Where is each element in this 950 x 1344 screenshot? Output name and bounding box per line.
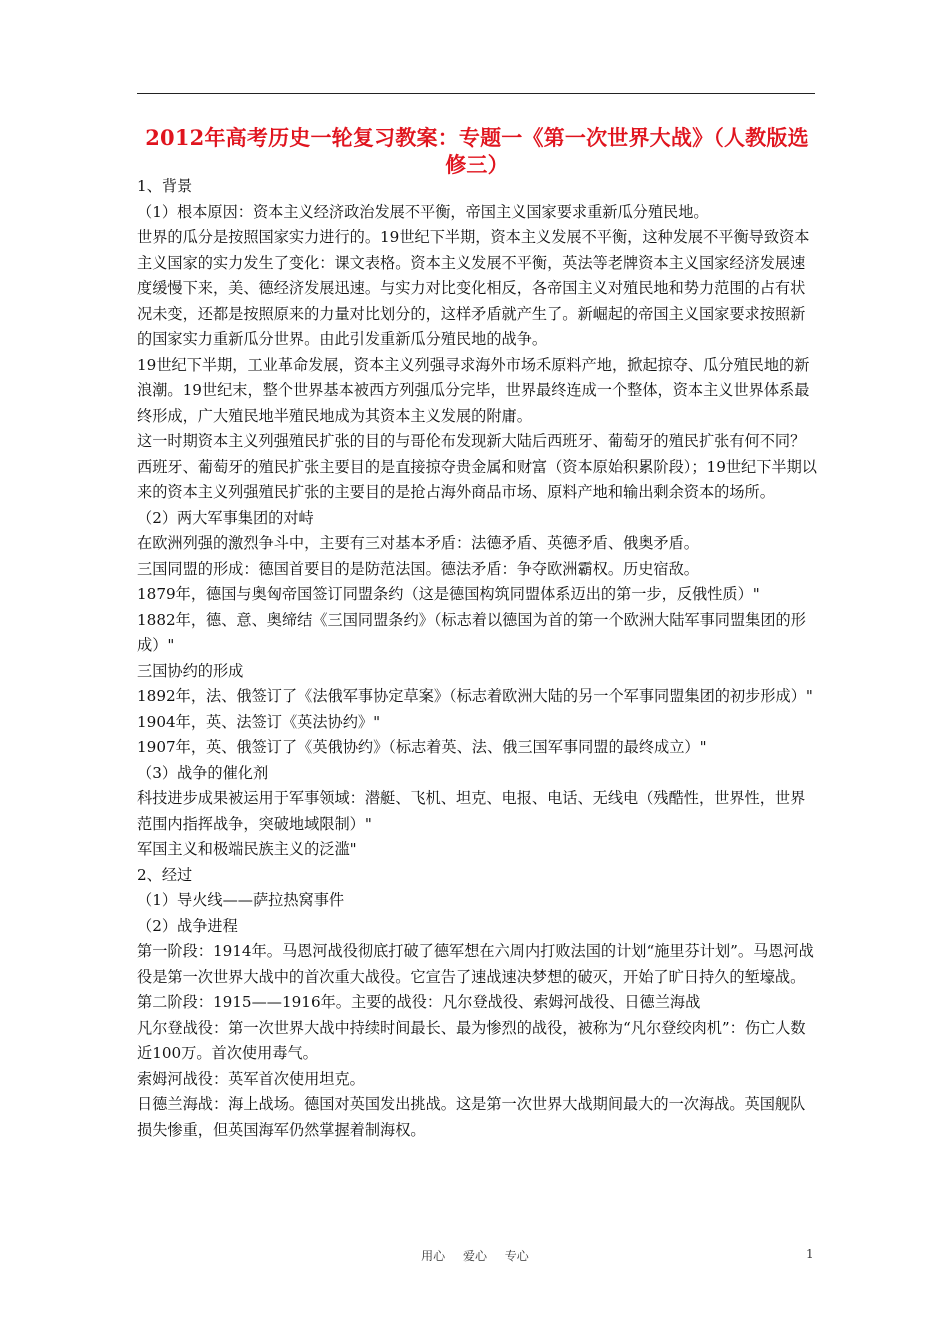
section-heading: 1、背景 xyxy=(137,177,193,195)
section-heading: 2、经过 xyxy=(137,865,193,884)
subsection-heading: （2）战争进程 xyxy=(137,916,238,935)
paragraph: 第二阶段：1915——1916年。主要的战役：凡尔登战役、索姆河战役、日德兰海战 xyxy=(137,993,701,1011)
paragraph: 1879年，德国与奥匈帝国签订同盟条约（这是德国构筑同盟体系迈出的第一步，反俄性质）" xyxy=(137,585,760,603)
paragraph: 在欧洲列强的激烈争斗中，主要有三对基本矛盾：法德矛盾、英德矛盾、俄奥矛盾。 xyxy=(137,534,699,552)
paragraph: 第一阶段：1914年。马恩河战役彻底打破了德军想在六周内打败法国的计划“施里芬计划”。马恩河战役是第一次世界大战中的首次重大战役。它宣告了速战速决梦想的破灭，开始了旷日持久的堑壕战。 xyxy=(137,942,814,986)
page-footer xyxy=(0,1247,950,1267)
paragraph: 科技进步成果被运用于军事领域：潜艇、飞机、坦克、电报、电话、无线电（残酷性，世界性，世界范围内指挥战争，突破地域限制）" xyxy=(137,789,806,833)
paragraph: 日德兰海战：海上战场。德国对英国发出挑战。这是第一次世界大战期间最大的一次海战。英国舰队损失惨重，但英国海军仍然掌握着制海权。 xyxy=(137,1095,806,1139)
paragraph: 19世纪下半期，工业革命发展，资本主义列强寻求海外市场禾原料产地，掀起掠夺、瓜分殖民地的新浪潮。19世纪末，整个世界基本被西方列强瓜分完毕，世界最终连成一个整体，资本主义世界体系最终形成，广大殖民地半殖民地成为其资本主义发展的附庸。 xyxy=(137,355,810,425)
paragraph: 这一时期资本主义列强殖民扩张的目的与哥伦布发现新大陆后西班牙、葡萄牙的殖民扩张有何不同？ xyxy=(137,432,806,450)
paragraph: 三国协约的形成 xyxy=(137,661,244,680)
paragraph: 凡尔登战役：第一次世界大战中持续时间最长、最为惨烈的战役，被称为“凡尔登绞肉机”：伤亡人数近100万。首次使用毒气。 xyxy=(137,1018,806,1062)
subsection-heading: （2）两大军事集团的对峙 xyxy=(137,508,314,527)
document-title: 2012年高考历史一轮复习教案：专题一《第一次世界大战》（人教版选修三） xyxy=(145,125,809,177)
paragraph: 军国主义和极端民族主义的泛滥" xyxy=(137,840,357,858)
paragraph: 1904年，英、法签订《英法协约》" xyxy=(137,712,381,731)
paragraph: 1892年，法、俄签订了《法俄军事协定草案》（标志着欧洲大陆的另一个军事同盟集团的初步形成）" xyxy=(137,687,813,705)
subsection-heading: （1）导火线——萨拉热窝事件 xyxy=(137,891,345,909)
page-number: 1 xyxy=(806,1247,814,1261)
document-body xyxy=(137,174,817,1143)
paragraph: 西班牙、葡萄牙的殖民扩张主要目的是直接掠夺贵金属和财富（资本原始积累阶段）；19世纪下半期以来的资本主义列强殖民扩张的主要目的是抢占海外商品市场、原料产地和输出剩余资本的场所。 xyxy=(137,457,817,501)
paragraph: 1882年，德、意、奥缔结《三国同盟条约》（标志着以德国为首的第一个欧洲大陆军事同盟集团的形成）" xyxy=(137,610,806,654)
subsection-heading: （3）战争的催化剂 xyxy=(137,763,269,782)
header-rule xyxy=(137,93,815,94)
paragraph: 世界的瓜分是按照国家实力进行的。19世纪下半期，资本主义发展不平衡，这种发展不平衡导致资本主义国家的实力发生了变化：课文表格。资本主义发展不平衡，英法等老牌资本主义国家经济发展速度缓慢下来，美、德经济发展迅速。与实力对比变化相反，各帝国主义对殖民地和势力范围的占有状况未变，还都是按照原来的力量对比划分的，这样矛盾就产生了。新崛起的帝国主义国家要求按照新的国家实力重新瓜分世界。由此引发重新瓜分殖民地的战争。 xyxy=(137,228,810,348)
paragraph: 1907年，英、俄签订了《英俄协约》（标志着英、法、俄三国军事同盟的最终成立）" xyxy=(137,738,707,756)
paragraph: 索姆河战役：英军首次使用坦克。 xyxy=(137,1069,365,1088)
paragraph: 三国同盟的形成：德国首要目的是防范法国。德法矛盾：争夺欧洲霸权。历史宿敌。 xyxy=(137,559,699,578)
paragraph: （1）根本原因：资本主义经济政治发展不平衡，帝国主义国家要求重新瓜分殖民地。 xyxy=(137,202,709,221)
footer-motto: 用心 爱心 专心 xyxy=(421,1249,529,1263)
